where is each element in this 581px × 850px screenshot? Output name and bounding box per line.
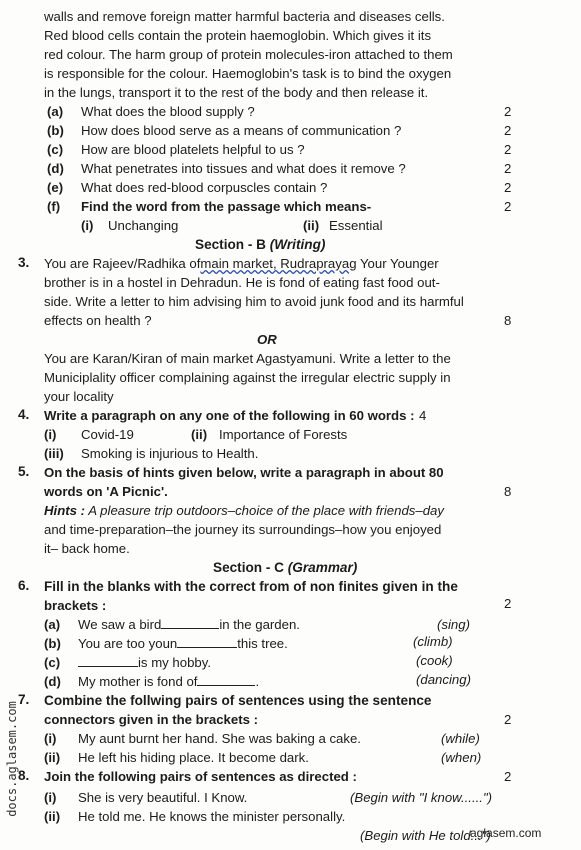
- q5-hints-1: A pleasure trip outdoors–choice of the place with friends–day: [85, 503, 444, 518]
- q5-line-1: On the basis of hints given below, write a paragraph in about 80: [44, 465, 444, 480]
- side-watermark-text: docs.aglasem.com: [4, 701, 19, 817]
- section-b-title: Section - B: [195, 237, 270, 252]
- q-f-i-label: (i): [81, 218, 94, 233]
- q6-a-label: (a): [44, 617, 61, 632]
- section-b-subtitle: (Writing): [269, 237, 326, 252]
- section-b-heading: [195, 236, 325, 254]
- q-b-text: How does blood serve as a means of communication ?: [81, 123, 402, 138]
- q4-option-1: Covid-19: [81, 427, 134, 442]
- q-c-marks: 2: [504, 142, 512, 157]
- q6-d-label: (d): [44, 674, 61, 689]
- q5-hints-label: Hints :: [44, 503, 86, 518]
- q-b-label: (b): [47, 123, 64, 138]
- q3-alt-line-1: You are Karan/Kiran of main market Agastyamuni. Write a letter to the: [44, 351, 451, 366]
- q-f-text: Find the word from the passage which means-: [81, 199, 372, 214]
- q3-marks: 8: [504, 313, 512, 328]
- q6-c-blank[interactable]: [78, 655, 138, 667]
- q-d-marks: 2: [504, 161, 512, 176]
- q8-ii-hint: (Begin with He told..."): [360, 828, 491, 843]
- side-watermark: [6, 700, 24, 840]
- q6-line-1: Fill in the blanks with the correct from of non finites given in the: [44, 579, 458, 594]
- q5-marks: 8: [504, 484, 512, 499]
- section-c-heading: [213, 559, 357, 577]
- passage-line-3: red colour. The harm group of protein molecules-iron attached to them: [44, 47, 453, 62]
- q6-b-text: [78, 635, 288, 653]
- q4-option-3-label: (iii): [44, 446, 64, 461]
- q-a-marks: 2: [504, 104, 512, 119]
- q8-ii-label: (ii): [44, 809, 61, 824]
- q8-ii-text: He told me. He knows the minister personally.: [78, 809, 346, 824]
- q6-b-blank[interactable]: [177, 636, 237, 648]
- q4-option-2-label: (ii): [191, 427, 208, 442]
- q-e-marks: 2: [504, 180, 512, 195]
- q4-option-3: Smoking is injurious to Health.: [81, 446, 259, 461]
- footer-watermark: aglasem.com: [470, 826, 542, 840]
- passage-line-5: in the lungs, transport it to the rest of the body and then release it.: [44, 85, 429, 100]
- q8-i-hint: (Begin with "I know......"): [350, 790, 493, 805]
- q7-i-hint: (while): [441, 731, 480, 746]
- q-d-label: (d): [47, 161, 64, 176]
- q7-line-2: connectors given in the brackets :: [44, 712, 258, 727]
- q7-marks: 2: [504, 712, 512, 727]
- q6-b-label: (b): [44, 636, 61, 651]
- q3-alt-line-3: your locality: [44, 389, 114, 404]
- q3-line-4: effects on health ?: [44, 313, 152, 328]
- q6-a-part-1: We saw a bird: [78, 617, 162, 632]
- section-c-subtitle: (Grammar): [287, 560, 358, 575]
- q6-d-text: [78, 673, 259, 691]
- q4-text: Write a paragraph on any one of the following in 60 words :: [44, 408, 415, 423]
- q6-b-part-2: this tree.: [237, 636, 288, 651]
- q6-d-hint: (dancing): [416, 672, 471, 687]
- q7-line-1: Combine the follwing pairs of sentences using the sentence: [44, 693, 432, 708]
- q6-d-part-1: My mother is fond of: [78, 674, 198, 689]
- q5-number: 5.: [18, 464, 30, 479]
- q7-ii-text: He left his hiding place. It become dark.: [78, 750, 309, 765]
- q5-hints-line-2: and time-preparation–the journey its surroundings–how you enjoyed: [44, 522, 442, 537]
- q3-alt-line-2: Municiplality officer complaining against the irregular electric supply in: [44, 370, 451, 385]
- q6-number: 6.: [18, 578, 30, 593]
- q8-i-text: She is very beautiful. I Know.: [78, 790, 248, 805]
- q8-number: 8.: [18, 768, 30, 783]
- q8-marks: 2: [504, 769, 512, 784]
- q-f-marks: 2: [504, 199, 512, 214]
- q5-line-2: words on 'A Picnic'.: [44, 484, 168, 499]
- q3-or: OR: [257, 332, 277, 347]
- passage-line-2: Red blood cells contain the protein haemoglobin. Which gives it its: [44, 28, 432, 43]
- q-f-i-text: Unchanging: [108, 218, 179, 233]
- q6-marks: 2: [504, 596, 512, 611]
- q7-ii-label: (ii): [44, 750, 61, 765]
- q6-b-part-1: You are too youn: [78, 636, 178, 651]
- q5-hints-line-3: it– back home.: [44, 541, 130, 556]
- passage-line-4: is responsible for the colour. Haemoglobin's task is to bind the oxygen: [44, 66, 452, 81]
- q6-a-part-2: in the garden.: [219, 617, 300, 632]
- q7-number: 7.: [18, 692, 30, 707]
- q3-line-1a: You are Rajeev/Radhika of: [44, 256, 201, 271]
- q4-option-2: Importance of Forests: [219, 427, 348, 442]
- q8-line-1: Join the following pairs of sentences as directed :: [44, 769, 357, 784]
- q4-option-1-label: (i): [44, 427, 57, 442]
- q3-line-3: side. Write a letter to him advising him to avoid junk food and its harmful: [44, 294, 464, 309]
- q3-highlight: main market, Rudraprayag: [200, 256, 357, 271]
- q6-a-hint: (sing): [437, 617, 470, 632]
- q6-c-hint: (cook): [416, 653, 453, 668]
- section-c-title: Section - C: [213, 560, 288, 575]
- q-b-marks: 2: [504, 123, 512, 138]
- q6-d-part-2: .: [255, 674, 260, 689]
- q7-i-label: (i): [44, 731, 57, 746]
- q3-line-1c: Your Younger: [356, 256, 439, 271]
- q-e-text: What does red-blood corpuscles contain ?: [81, 180, 328, 195]
- q-d-text: What penetrates into tissues and what does it remove ?: [81, 161, 406, 176]
- q-a-label: (a): [47, 104, 64, 119]
- q4-number: 4.: [18, 407, 30, 422]
- q-c-label: (c): [47, 142, 64, 157]
- q-c-text: How are blood platelets helpful to us ?: [81, 142, 305, 157]
- q4-marks: 4: [419, 408, 427, 423]
- q-f-ii-text: Essential: [329, 218, 383, 233]
- q5-hints-line-1: [44, 502, 444, 520]
- q6-a-blank[interactable]: [161, 617, 219, 629]
- q6-c-text: [78, 654, 211, 672]
- q6-line-2: brackets :: [44, 598, 107, 613]
- q6-b-hint: (climb): [413, 634, 453, 649]
- q-f-ii-label: (ii): [303, 218, 320, 233]
- q7-i-text: My aunt burnt her hand. She was baking a cake.: [78, 731, 361, 746]
- passage-line-1: walls and remove foreign matter harmful bacteria and diseases cells.: [44, 9, 445, 24]
- q-f-label: (f): [47, 199, 61, 214]
- q3-number: 3.: [18, 255, 30, 270]
- q3-line-2: brother is in a hostel in Dehradun. He is fond of eating fast food out-: [44, 275, 440, 290]
- q3-line-1: [44, 255, 439, 273]
- q6-a-text: [78, 616, 300, 634]
- q6-c-label: (c): [44, 655, 61, 670]
- q-e-label: (e): [47, 180, 64, 195]
- q6-c-part-2: is my hobby.: [138, 655, 212, 670]
- q-a-text: What does the blood supply ?: [81, 104, 255, 119]
- q8-i-label: (i): [44, 790, 57, 805]
- q6-d-blank[interactable]: [197, 674, 255, 686]
- q7-ii-hint: (when): [441, 750, 482, 765]
